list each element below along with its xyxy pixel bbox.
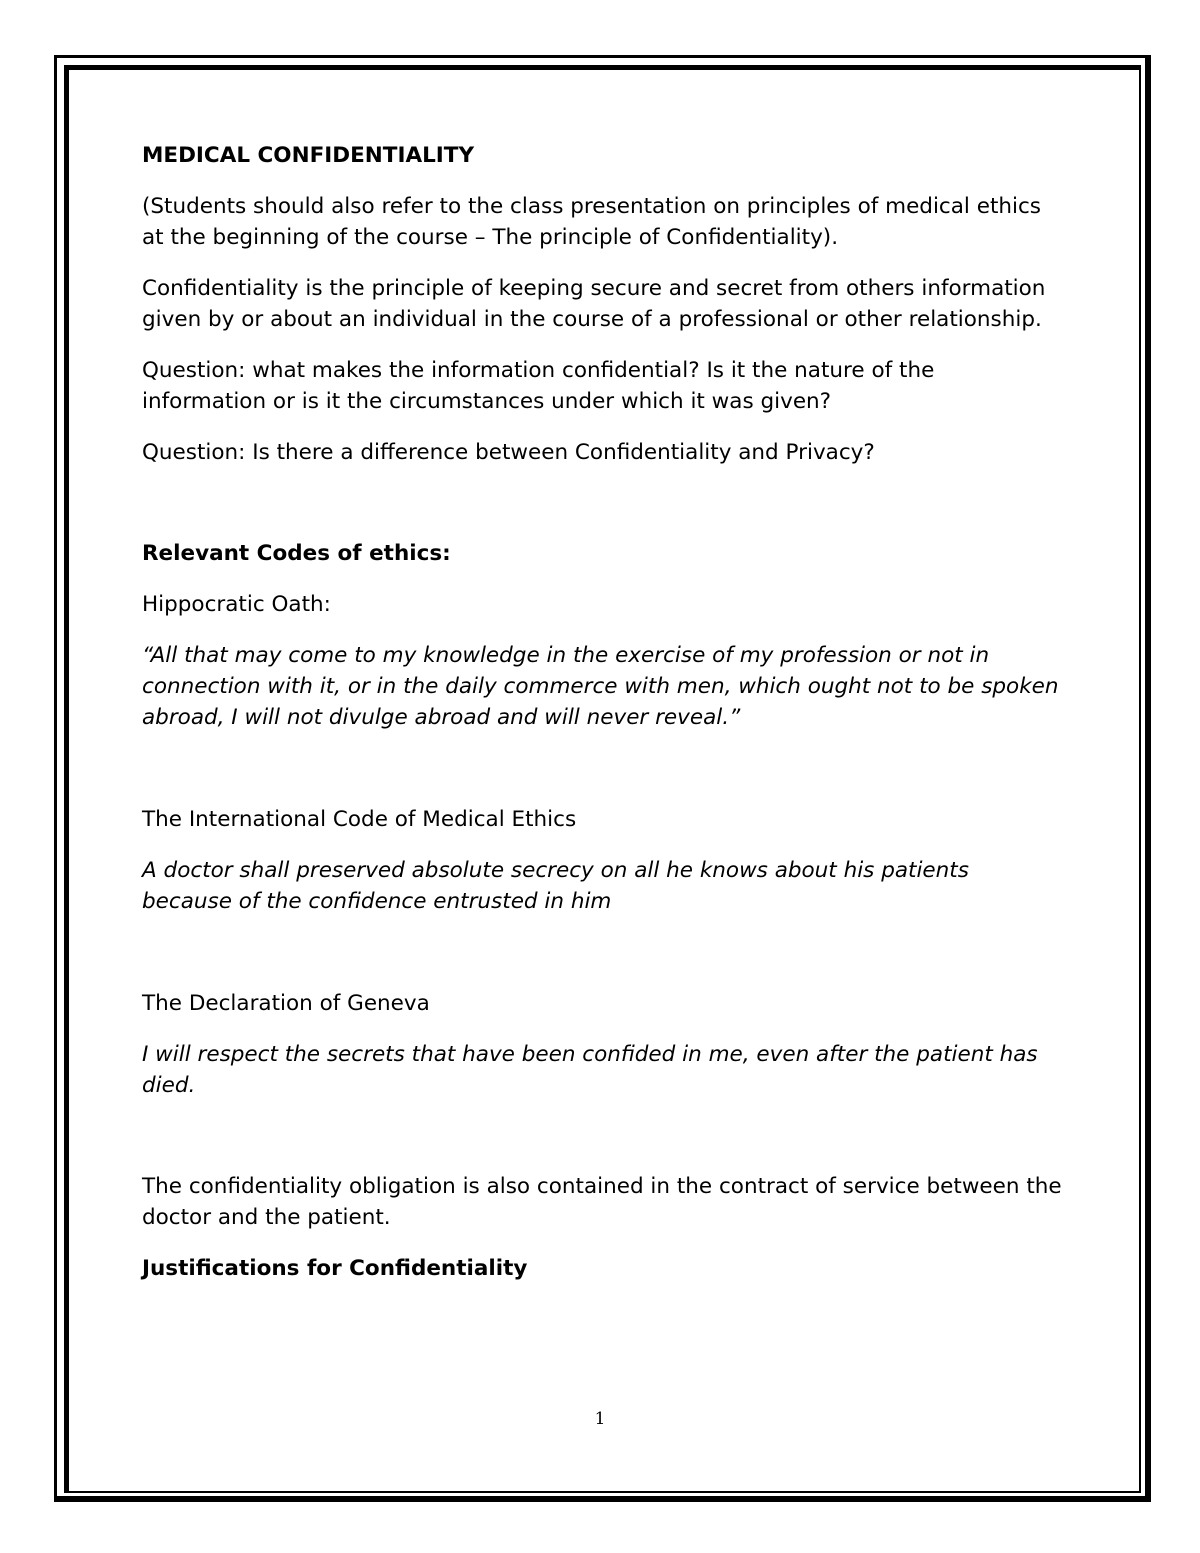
declaration-geneva-quote: I will respect the secrets that have been confided in me, even after the patient has died. <box>142 1042 1038 1098</box>
intro-note: (Students should also refer to the class presentation on principles of medical ethics at the beginning of the course – The principle of Confidentiality). <box>142 194 1042 250</box>
international-code-label: The International Code of Medical Ethics <box>142 807 577 832</box>
question-one: Question: what makes the information confidential? Is it the nature of the information or is it the circumstances under which it was given? <box>142 358 935 414</box>
justifications-heading: Justifications for Confidentiality <box>142 1256 528 1281</box>
hippocratic-oath-quote: “All that may come to my knowledge in the exercise of my profession or not in connection with it, or in the daily commerce with men, which ought not to be spoken abroad, I will not divulge abroad and will never reveal.” <box>142 643 1059 730</box>
hippocratic-oath-label: Hippocratic Oath: <box>142 592 331 617</box>
contract-paragraph: The confidentiality obligation is also contained in the contract of service between the doctor and the patient. <box>142 1174 1062 1230</box>
page-number: 1 <box>594 1409 606 1429</box>
international-code-quote: A doctor shall preserved absolute secrecy on all he knows about his patients because of the confidence entrusted in him <box>142 858 969 914</box>
definition-paragraph: Confidentiality is the principle of keeping secure and secret from others information given by or about an individual in the course of a professional or other relationship. <box>142 276 1046 332</box>
codes-heading: Relevant Codes of ethics: <box>142 541 451 566</box>
document-title: MEDICAL CONFIDENTIALITY <box>142 143 475 168</box>
question-two: Question: Is there a difference between Confidentiality and Privacy? <box>142 440 875 465</box>
declaration-geneva-label: The Declaration of Geneva <box>142 991 430 1016</box>
document-body <box>142 140 1062 1284</box>
